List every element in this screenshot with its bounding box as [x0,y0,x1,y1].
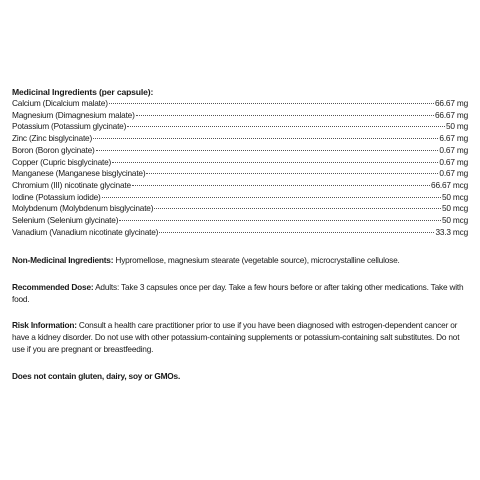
ingredient-amount: 50 mcg [441,203,468,214]
risk-label: Risk Information: [12,320,77,331]
ingredient-name: Magnesium (Dimagnesium malate) [12,109,135,120]
ingredient-name: Potassium (Potassium glycinate) [12,121,127,132]
ingredient-name: Iodine (Potassium iodide) [12,191,101,202]
ingredient-name: Selenium (Selenium glycinate) [12,215,119,226]
ingredient-amount: 0.67 mg [439,144,468,155]
dose-label: Recommended Dose: [12,281,94,292]
dot-leader [119,219,441,221]
dot-leader [132,184,430,186]
dot-leader [154,207,441,209]
ingredient-row [12,227,468,239]
ingredient-amount: 0.67 mg [439,156,468,167]
dot-leader [112,161,438,163]
ingredient-amount: 66.67 mg [435,98,468,108]
ingredient-name: Calcium (Dicalcium malate) [12,98,108,108]
ingredient-amount: 50 mcg [441,215,468,226]
risk-text: Consult a health care practitioner prior to use if you have been diagnosed with estrogen-dependent cancer or have a kidney disorder. Do not use with other potassium-containing supplements or potassium-containing salt substitutes. Do not use if you are pregnant or breastfeeding. [12,320,460,355]
dot-leader [96,149,439,151]
ingredient-name: Vanadium (Vanadium nicotinate glycinate) [12,226,159,237]
ingredient-amount: 6.67 mg [439,133,468,144]
ingredient-row [12,215,468,227]
ingredient-name: Boron (Boron glycinate) [12,144,95,155]
ingredient-row [12,157,468,169]
ingredient-row [12,98,468,110]
ingredient-amount: 50 mg [445,121,468,132]
spacer [12,305,468,319]
dose-text: Adults: Take 3 capsules once per day. Take a few hours before or after taking other medications. Take with food. [12,281,464,304]
ingredient-name: Manganese (Manganese bisglycinate) [12,168,146,179]
dot-leader [109,102,434,104]
dot-leader [93,137,438,139]
ingredient-name: Chromium (III) nicotinate glycinate [12,179,131,190]
medicinal-ingredients-list [12,98,468,238]
risk-information [12,319,468,356]
recommended-dose [12,281,468,305]
ingredient-row [12,192,468,204]
dot-leader [127,125,445,127]
ingredient-amount: 66.67 mg [435,109,468,120]
ingredient-row [12,110,468,122]
spacer [12,267,468,281]
allergen-statement [12,370,468,382]
ingredient-row [12,133,468,145]
label-panel [12,86,468,382]
dot-leader [102,196,441,198]
allergen-text: Does not contain gluten, dairy, soy or GMOs. [12,370,181,381]
dot-leader [146,172,438,174]
medicinal-ingredients-heading: Medicinal Ingredients (per capsule): [12,87,154,97]
non-medicinal-text: Hypromellose, magnesium stearate (vegetable source), microcrystalline cellulose. [113,255,400,266]
ingredient-row [12,168,468,180]
ingredient-row [12,203,468,215]
ingredient-row [12,145,468,157]
ingredient-amount: 0.67 mg [439,168,468,179]
spacer [12,356,468,370]
ingredient-name: Molybdenum (Molybdenum bisglycinate) [12,203,154,214]
dot-leader [136,114,434,116]
spacer [12,238,468,254]
non-medicinal-ingredients [12,254,468,266]
ingredient-row [12,121,468,133]
dot-leader [159,231,434,233]
ingredient-row [12,180,468,192]
non-medicinal-label: Non-Medicinal Ingredients: [12,255,114,266]
ingredient-amount: 66.67 mcg [431,179,468,190]
ingredient-name: Copper (Cupric bisglycinate) [12,156,112,167]
ingredient-amount: 33.3 mcg [435,226,468,237]
ingredient-name: Zinc (Zinc bisglycinate) [12,133,93,144]
ingredient-amount: 50 mcg [441,191,468,202]
